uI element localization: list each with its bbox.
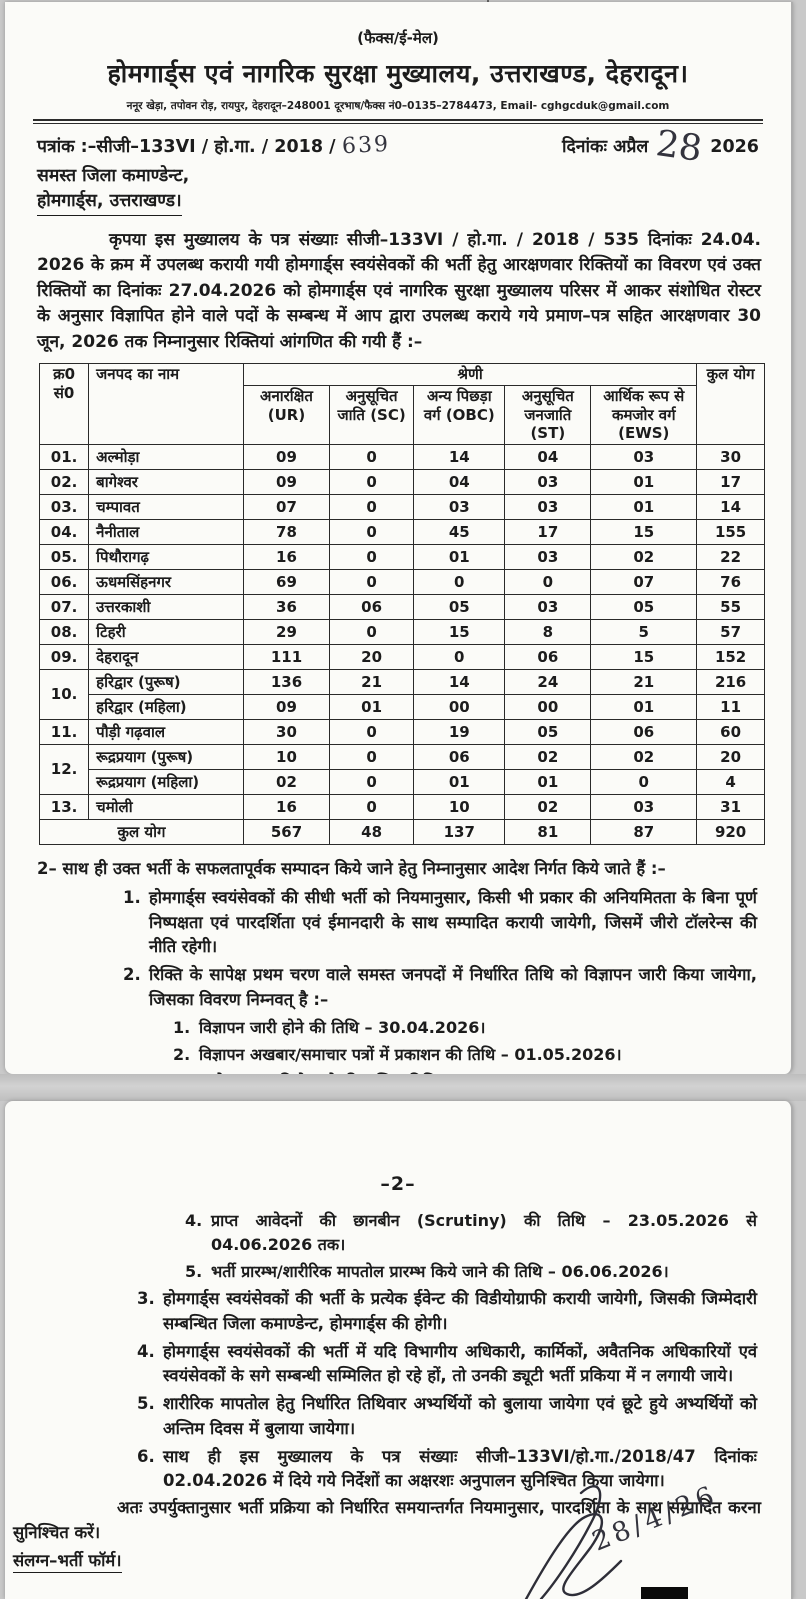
- cell-total-value: 920: [697, 820, 765, 845]
- cell-value: 8: [505, 620, 591, 645]
- cell-value: 0: [330, 620, 414, 645]
- cell-total-value: 87: [591, 820, 697, 845]
- cell-value: 05: [591, 595, 697, 620]
- cell-value: 06: [591, 720, 697, 745]
- cell-value: 02: [243, 770, 329, 795]
- cell-value: 21: [330, 670, 414, 695]
- date-item-4: [185, 1209, 757, 1257]
- cell-value: 30: [243, 720, 329, 745]
- letter-page-2: [5, 1101, 793, 1599]
- cell-value: 15: [591, 645, 697, 670]
- cell-value: 36: [243, 595, 329, 620]
- cell-district: हरिद्वार (महिला): [89, 695, 244, 720]
- cell-serial: 11.: [40, 720, 89, 745]
- letter-number: [37, 133, 390, 158]
- cell-value: 30: [697, 445, 765, 470]
- col-district-name: जनपद का नाम: [89, 364, 244, 445]
- cell-value: 31: [697, 795, 765, 820]
- item-number: 1.: [173, 1017, 191, 1037]
- cell-serial: 10.: [40, 670, 89, 720]
- section2-item-2: [123, 963, 757, 1013]
- cell-district: अल्मोड़ा: [89, 445, 244, 470]
- cell-value: 07: [243, 495, 329, 520]
- col-category-group: श्रेणी: [243, 364, 696, 386]
- vacancy-table: [39, 363, 765, 845]
- cell-value: 01: [414, 770, 505, 795]
- cell-serial: 06.: [40, 570, 89, 595]
- cell-value: 09: [243, 445, 329, 470]
- cell-serial: 13.: [40, 795, 89, 820]
- section2-item-5: [137, 1392, 757, 1442]
- cell-value: 14: [697, 495, 765, 520]
- cell-value: 00: [414, 695, 505, 720]
- section2-list: [5, 886, 757, 1094]
- cell-district: उत्तरकाशी: [89, 595, 244, 620]
- cell-value: 5: [591, 620, 697, 645]
- cell-value: 0: [330, 470, 414, 495]
- item-text: भर्ती प्रारम्भ/शारीरिक मापतोल प्रारम्भ किये जाने की तिथि – 06.06.2026।: [211, 1262, 669, 1281]
- signature-date-handwritten: 28/4/26: [587, 1479, 722, 1558]
- vacancy-table-body: [40, 445, 765, 845]
- cell-total-value: 81: [505, 820, 591, 845]
- cell-value: 02: [591, 745, 697, 770]
- section2-item-4: [137, 1340, 757, 1390]
- letter-number-label: पत्रांक :–सीजी–133VI / हो.गा. / 2018 /: [37, 137, 336, 157]
- table-row: [40, 445, 765, 470]
- cell-value: 0: [505, 570, 591, 595]
- cell-value: 03: [505, 470, 591, 495]
- cell-district: देहरादून: [89, 645, 244, 670]
- cell-value: 0: [591, 770, 697, 795]
- cell-district: रूद्रप्रयाग (महिला): [89, 770, 244, 795]
- cell-serial: 07.: [40, 595, 89, 620]
- cell-value: 04: [505, 445, 591, 470]
- cell-value: 02: [505, 745, 591, 770]
- cell-district: बागेश्वर: [89, 470, 244, 495]
- item-text: विज्ञापन जारी होने की तिथि – 30.04.2026।: [199, 1017, 486, 1037]
- letterhead-address: ननूर खेड़ा, तपोवन रोड़, रायपुर, देहरादून–248001 दूरभाष/फैक्स नं0–0135–2784473, Email- cghgcduk@gmail.com: [126, 100, 670, 112]
- cell-value: 55: [697, 595, 765, 620]
- letter-page-1: [5, 2, 793, 1074]
- date-item-2: [173, 1043, 757, 1067]
- table-total-row: [40, 820, 765, 845]
- item-number: 6.: [137, 1446, 155, 1466]
- col-ur: अनारक्षित (UR): [243, 385, 329, 444]
- cell-serial: 12.: [40, 745, 89, 795]
- table-row: [40, 745, 765, 770]
- cell-value: 11: [697, 695, 765, 720]
- cell-value: 22: [697, 545, 765, 570]
- cell-value: 06: [505, 645, 591, 670]
- cell-district: टिहरी: [89, 620, 244, 645]
- page2-lists: [5, 1209, 757, 1494]
- cell-value: 76: [697, 570, 765, 595]
- cell-district: चम्पावत: [89, 495, 244, 520]
- cell-value: 03: [505, 595, 591, 620]
- cell-total-value: 48: [330, 820, 414, 845]
- date-item-1: [173, 1016, 757, 1040]
- cell-value: 155: [697, 520, 765, 545]
- cell-value: 07: [591, 570, 697, 595]
- section2-item-1: [123, 886, 757, 960]
- cell-value: 0: [330, 495, 414, 520]
- table-row: [40, 770, 765, 795]
- cell-value: 15: [414, 620, 505, 645]
- letter-date: [561, 123, 761, 170]
- addressee-line-2: होमगार्ड्स, उत्तराखण्ड।: [37, 189, 182, 216]
- cell-value: 00: [505, 695, 591, 720]
- cell-serial: 08.: [40, 620, 89, 645]
- letter-date-handwritten: 28: [653, 123, 705, 170]
- cell-value: 06: [414, 745, 505, 770]
- cell-value: 0: [330, 545, 414, 570]
- vacancy-table-head: [40, 364, 765, 445]
- cell-value: 69: [243, 570, 329, 595]
- letterhead-divider: [33, 119, 763, 124]
- page-2-label: –2–: [380, 1173, 416, 1195]
- table-row: [40, 670, 765, 695]
- page-gap: [0, 1074, 806, 1101]
- cell-value: 136: [243, 670, 329, 695]
- table-row: [40, 795, 765, 820]
- cell-value: 45: [414, 520, 505, 545]
- letter-number-handwritten: 639: [340, 131, 391, 160]
- fax-email-label: (फैक्स/ई-मेल): [357, 29, 439, 47]
- cell-value: 02: [505, 795, 591, 820]
- cell-value: 0: [330, 445, 414, 470]
- cell-value: 05: [505, 720, 591, 745]
- cell-value: 01: [505, 770, 591, 795]
- item-number: 5.: [137, 1394, 155, 1413]
- cell-district: नैनीताल: [89, 520, 244, 545]
- cell-value: 06: [330, 595, 414, 620]
- closing-paragraph: अतः उपर्युक्तानुसार भर्ती प्रक्रिया को निर्धारित समयान्तर्गत नियमानुसार, पारदर्शिता के साथ सम्पादित करना सुनिश्चित करें।: [13, 1498, 761, 1542]
- cell-value: 03: [591, 795, 697, 820]
- cell-value: 01: [330, 695, 414, 720]
- cell-value: 0: [330, 795, 414, 820]
- cell-value: 17: [697, 470, 765, 495]
- table-row: [40, 470, 765, 495]
- enclosure-text: संलग्न–भर्ती फॉर्म।: [13, 1548, 122, 1573]
- table-row: [40, 520, 765, 545]
- col-obc: अन्य पिछड़ा वर्ग (OBC): [414, 385, 505, 444]
- cell-value: 03: [505, 545, 591, 570]
- item-number: 4.: [137, 1341, 155, 1361]
- cell-value: 04: [414, 470, 505, 495]
- item-text: साथ ही इस मुख्यालय के पत्र संख्याः सीजी–133VI/हो.गा./2018/47 दिनांकः 02.04.2026 में दिये गये निर्देशों का अक्षरशः अनुपालन सुनिश्चित किया जायेगा।: [163, 1446, 757, 1491]
- cell-value: 14: [414, 445, 505, 470]
- cell-value: 60: [697, 720, 765, 745]
- cell-value: 01: [591, 495, 697, 520]
- cell-value: 57: [697, 620, 765, 645]
- cell-value: 0: [330, 520, 414, 545]
- cell-value: 15: [591, 520, 697, 545]
- letter-date-label: दिनांकः अप्रैल: [561, 137, 649, 157]
- schedule-dates-continued: [5, 1209, 757, 1284]
- addressee-block: [37, 164, 791, 216]
- cell-value: 09: [243, 695, 329, 720]
- cell-value: 02: [591, 545, 697, 570]
- item-number: 1.: [123, 887, 141, 907]
- col-sc: अनुसूचित जाति (SC): [330, 385, 414, 444]
- cell-value: 16: [243, 795, 329, 820]
- item-text: होमगार्ड्स स्वयंसेवकों की सीधी भर्ती को नियमानुसार, किसी भी प्रकार की अनियमितता के बिना पूर्ण निष्पक्षता एवं पारदर्शिता एवं ईमानदारी के साथ सम्पादित करायी जायेगी, जिसमें जीरो टॉलरेन्स की नीति रहेगी।: [149, 887, 757, 957]
- table-row: [40, 720, 765, 745]
- table-row: [40, 545, 765, 570]
- cell-district: ऊधमसिंहनगर: [89, 570, 244, 595]
- signature-block: [503, 1475, 733, 1599]
- letter-meta-row: [37, 123, 761, 170]
- cell-value: 20: [330, 645, 414, 670]
- cell-total-value: 137: [414, 820, 505, 845]
- table-row: [40, 495, 765, 520]
- item-number: 2.: [123, 965, 141, 985]
- table-row: [40, 570, 765, 595]
- item-number: 3.: [137, 1289, 155, 1308]
- letterhead-title: होमगार्ड्स एवं नागरिक सुरक्षा मुख्यालय, उत्तराखण्ड, देहरादून।: [107, 59, 689, 88]
- cell-value: 29: [243, 620, 329, 645]
- item-text: होमगार्ड्स स्वयंसेवकों की भर्ती के प्रत्येक ईवेन्ट की विडीयोग्राफी करायी जायेगी, जिसकी जिम्मेदारी सम्बन्धित जिला कमाण्डेन्ट, होमगार्ड्स की होगी।: [163, 1289, 757, 1333]
- col-grand-total: कुल योग: [697, 364, 765, 445]
- cell-serial: 09.: [40, 645, 89, 670]
- cell-serial: 01.: [40, 445, 89, 470]
- cell-value: 0: [414, 645, 505, 670]
- item-text: होमगार्ड्स स्वयंसेवकों की भर्ती में यदि विभागीय अधिकारी, कार्मिकों, अवैतनिक अधिकारियों एवं स्वयंसेवकों के सगे सम्बन्धी सम्मिलित हो रहे हों, तो उनकी ड्यूटी भर्ती प्रकिया में न लगायी जाये।: [163, 1341, 757, 1386]
- cell-value: 0: [330, 770, 414, 795]
- cell-district: हरिद्वार (पुरूष): [89, 670, 244, 695]
- cell-value: 0: [330, 570, 414, 595]
- cell-value: 19: [414, 720, 505, 745]
- item-text: शारीरिक मापतोल हेतु निर्धारित तिथिवार अभ्यर्थियों को बुलाया जायेगा एवं छूटे हुये अभ्यर्थियों को अन्तिम दिवस में बुलाया जायेगा।: [163, 1394, 757, 1438]
- cell-value: 03: [505, 495, 591, 520]
- item-number: 2.: [173, 1044, 191, 1064]
- cell-value: 78: [243, 520, 329, 545]
- table-row: [40, 595, 765, 620]
- date-item-5: [185, 1260, 757, 1284]
- table-row: [40, 695, 765, 720]
- cell-value: 05: [414, 595, 505, 620]
- cell-value: 01: [591, 695, 697, 720]
- cell-serial: 02.: [40, 470, 89, 495]
- cell-value: 0: [330, 720, 414, 745]
- cell-value: 10: [414, 795, 505, 820]
- cell-serial: 03.: [40, 495, 89, 520]
- cell-value: 03: [591, 445, 697, 470]
- addressee-line-1: समस्त जिला कमाण्डेन्ट,: [37, 166, 190, 186]
- item-text: रिक्ति के सापेक्ष प्रथम चरण वाले समस्त जनपदों में निर्धारित तिथि को विज्ञापन जारी किया जायेगा, जिसका विवरण निम्नवत् है :–: [149, 965, 757, 1009]
- item-number: 5.: [185, 1262, 203, 1281]
- cell-value: 111: [243, 645, 329, 670]
- intro-paragraph: कृपया इस मुख्यालय के पत्र संख्याः सीजी–133VI / हो.गा. / 2018 / 535 दिनांकः 24.04. 2026 के क्रम में उपलब्ध करायी गयी होमगार्ड्स स्वयंसेवकों की भर्ती हेतु आरक्षणवार रिक्तियों का विवरण एवं उक्त रिक्तियों का दिनांकः 27.04.2026 को होमगार्ड्स एवं नागरिक सुरक्षा मुख्यालय परिसर में आकर संशोधित रोस्टर के अनुसार विज्ञापित होने वाले पदों के सम्बन्ध में आप द्वारा उपलब्ध कराये गये प्रमाण–पत्र सहित आरक्षणवार 30 जून, 2026 तक निम्नानुसार रिक्तियां आंगणित की गयी हैं :–: [37, 229, 761, 352]
- cell-district: पौड़ी गढ़वाल: [89, 720, 244, 745]
- item-text: विज्ञापन अखबार/समाचार पत्रों में प्रकाशन की तिथि – 01.05.2026।: [199, 1044, 622, 1064]
- cell-value: 17: [505, 520, 591, 545]
- cell-value: 0: [330, 745, 414, 770]
- cell-value: 01: [591, 470, 697, 495]
- cell-district: चमोली: [89, 795, 244, 820]
- cell-serial: 05.: [40, 545, 89, 570]
- cell-value: 16: [243, 545, 329, 570]
- cell-value: 10: [243, 745, 329, 770]
- cell-value: 09: [243, 470, 329, 495]
- cell-district: पिथौरागढ़: [89, 545, 244, 570]
- cell-value: 4: [697, 770, 765, 795]
- section2-item-3: [137, 1287, 757, 1337]
- item-text: प्राप्त आवेदनों की छानबीन (Scrutiny) की तिथि – 23.05.2026 से 04.06.2026 तक।: [211, 1211, 757, 1254]
- cell-value: 14: [414, 670, 505, 695]
- item-number: 4.: [185, 1211, 203, 1230]
- cell-value: 24: [505, 670, 591, 695]
- col-ews: आर्थिक रूप से कमजोर वर्ग (EWS): [591, 385, 697, 444]
- cell-total-label: कुल योग: [40, 820, 244, 845]
- cell-value: 152: [697, 645, 765, 670]
- cell-value: 20: [697, 745, 765, 770]
- table-row: [40, 620, 765, 645]
- section2-intro: 2– साथ ही उक्त भर्ती के सफलतापूर्वक सम्पादन किये जाने हेतु निम्नानुसार आदेश निर्गत किये जाते हैं :–: [37, 859, 666, 879]
- cell-total-value: 567: [243, 820, 329, 845]
- letter-date-year: 2026: [710, 137, 759, 157]
- cell-district: रूद्रप्रयाग (पुरूष): [89, 745, 244, 770]
- cell-value: 216: [697, 670, 765, 695]
- cell-value: 0: [414, 570, 505, 595]
- col-st: अनुसूचित जनजाति (ST): [505, 385, 591, 444]
- cell-serial: 04.: [40, 520, 89, 545]
- cell-value: 03: [414, 495, 505, 520]
- cell-value: 21: [591, 670, 697, 695]
- table-row: [40, 645, 765, 670]
- redaction-box: [641, 1587, 688, 1599]
- cell-value: 01: [414, 545, 505, 570]
- col-serial-no: क्र0 सं0: [40, 364, 89, 445]
